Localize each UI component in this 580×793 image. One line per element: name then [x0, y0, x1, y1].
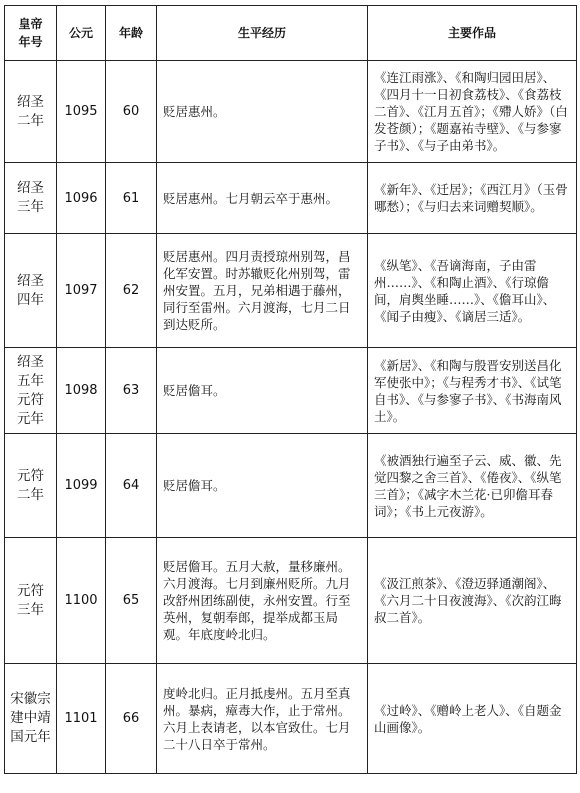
era-line: 宋徽宗: [10, 691, 51, 707]
era-line: 绍圣: [17, 180, 44, 196]
era-line: 绍圣: [17, 93, 44, 110]
works-cell: 《纵笔》、《吾谪海南，子由雷州……》、《和陶止酒》、《行琼儋间，肩舆坐睡……》、《儋耳山》、《闻子由瘦》、《谪居三适》。: [368, 234, 577, 348]
works-cell: 《新居》、《和陶与殷晋安别送昌化军使张中》；《与程秀才书》、《试笔自书》、《与参寥子书》、《书海南风土》。: [368, 348, 577, 434]
era-line: 元符: [17, 467, 44, 484]
era-line: 二年: [17, 486, 44, 503]
table-row: [5, 538, 577, 664]
table-row: [5, 348, 577, 434]
life-cell: 贬居惠州。: [157, 61, 368, 163]
year-cell: 1098: [57, 348, 106, 434]
table-row: [5, 61, 577, 163]
life-cell: 贬居惠州。四月责授琼州别驾，昌化军安置。时苏辙贬化州别驾，雷州安置。五月，兄弟相遇于藤州，同行至雷州。六月渡海，七月二日到达贬所。: [157, 234, 368, 348]
chronology-table: [4, 5, 577, 774]
works-cell: 《连江雨涨》、《和陶归园田居》、《四月十一日初食荔枝》、《食荔枝二首》、《江月五首》；《殢人娇》（白发苍颜）；《题嘉祐寺壁》、《与参寥子书》、《与子由弟书》。: [368, 61, 577, 163]
age-cell: 60: [106, 61, 157, 163]
header-life: 生平经历: [157, 6, 368, 61]
age-cell: 63: [106, 348, 157, 434]
era-line: 国元年: [10, 729, 51, 745]
era-line: 元年: [17, 410, 44, 427]
era-line: 二年: [17, 112, 44, 129]
era-cell: [5, 348, 57, 434]
life-cell: 贬居儋耳。五月大赦，量移廉州。六月渡海。七月到廉州贬所。九月改舒州团练副使，永州安置。行至英州，复朝奉郎，提举成都玉局观。年底度岭北归。: [157, 538, 368, 664]
era-cell: [5, 234, 57, 348]
table-row: [5, 664, 577, 774]
age-cell: 66: [106, 664, 157, 774]
life-cell: 贬居儋耳。: [157, 348, 368, 434]
age-cell: 62: [106, 234, 157, 348]
year-cell: 1095: [57, 61, 106, 163]
year-cell: 1101: [57, 664, 106, 774]
works-cell: 《汲江煎茶》、《澄迈驿通潮阁》、《六月二十日夜渡海》、《次韵江晦叔二首》。: [368, 538, 577, 664]
era-cell: [5, 434, 57, 538]
life-cell: 度岭北归。正月抵虔州。五月至真州。暴病，瘴毒大作，止于常州。六月上表请老，以本官致仕。七月二十八日卒于常州。: [157, 664, 368, 774]
era-cell: [5, 61, 57, 163]
era-line: 绍圣: [17, 272, 44, 289]
era-line: 绍圣: [17, 353, 44, 370]
age-cell: 64: [106, 434, 157, 538]
header-works: 主要作品: [368, 6, 577, 61]
era-line: 三年: [17, 199, 44, 215]
era-line: 四年: [17, 291, 44, 308]
works-cell: 《新年》、《迁居》；《西江月》（玉骨哪愁）；《与归去来词赠契顺》。: [368, 163, 577, 234]
life-cell: 贬居儋耳。: [157, 434, 368, 538]
year-cell: 1100: [57, 538, 106, 664]
life-cell: 贬居惠州。七月朝云卒于惠州。: [157, 163, 368, 234]
era-line: 三年: [17, 601, 44, 618]
header-row: [5, 6, 577, 61]
era-line: 元符: [17, 582, 44, 599]
era-line: 建中靖: [10, 710, 51, 726]
header-era-line1: 皇帝: [18, 17, 43, 31]
era-line: 元符: [17, 391, 44, 408]
year-cell: 1099: [57, 434, 106, 538]
table-row: [5, 234, 577, 348]
header-year: 公元: [57, 6, 106, 61]
age-cell: 61: [106, 163, 157, 234]
table-row: [5, 434, 577, 538]
era-cell: [5, 163, 57, 234]
era-cell: [5, 664, 57, 774]
table-row: [5, 163, 577, 234]
era-line: 五年: [17, 372, 44, 389]
year-cell: 1096: [57, 163, 106, 234]
age-cell: 65: [106, 538, 157, 664]
works-cell: 《被酒独行遍至子云、威、徽、先觉四黎之舍三首》、《倦夜》、《纵笔三首》；《减字木兰花·已卯儋耳春词》；《书上元夜游》。: [368, 434, 577, 538]
works-cell: 《过岭》、《赠岭上老人》、《自题金山画像》。: [368, 664, 577, 774]
era-cell: [5, 538, 57, 664]
header-age: 年龄: [106, 6, 157, 61]
year-cell: 1097: [57, 234, 106, 348]
header-era-line2: 年号: [18, 35, 43, 49]
header-era: [5, 6, 57, 61]
